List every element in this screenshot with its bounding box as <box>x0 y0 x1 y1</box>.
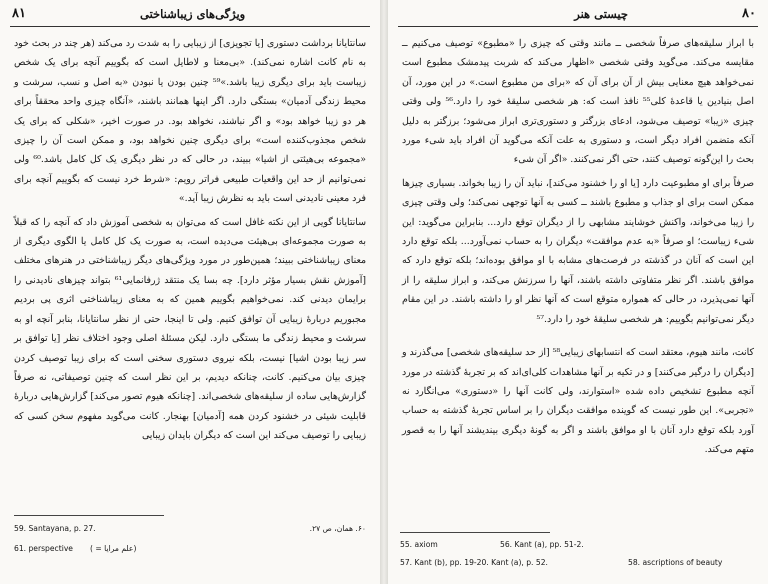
footnote-58: 58. ascriptions of beauty <box>628 558 723 567</box>
left-footnote-rule <box>14 515 164 516</box>
right-page-body <box>402 34 754 460</box>
left-page-number: ۸۱ <box>12 6 26 21</box>
right-running-title: چیستی هنر <box>574 7 628 21</box>
footnote-55: 55. axiom <box>400 540 438 549</box>
left-page <box>0 0 380 584</box>
footnote-60: ۶۰. همان، ص ۲۷. <box>309 524 366 533</box>
right-page-number: ۸۰ <box>742 6 756 21</box>
right-paragraph-1: با ابراز سلیقه‌های صرفاً شخصی ــ مانند وقتی که چیزی را «مطبوع» توصیف می‌کنیم ــ مقایسه می‌کند. می‌گوید وقتی شخصی «اظهار می‌کند که شربت پیدمشک مطبوع است نمی‌خواهد هیچ معنایی بیش از آن برای آن که «برای من مطبوع است.» در این مورد، آن اصل بنیادین یا قاعدهٔ کلی⁵⁵ نافذ است که: هر شخصی سلیقهٔ خود را دارد.⁵⁶ ولی وقتی چیزی «زیبا» توصیف می‌شود، ادعای بزرگتر و دستوری‌تری ابراز می‌شود؛ برزگتر به دلیل آنکه متضمن افراد دیگر است، و دستوری به علت آنکه می‌گوید آن افراد باید شیء مورد بحث را این‌گونه توصیف کنند، حتی اگر نمی‌کنند. «اگر آن شیء <box>402 38 754 166</box>
footnote-61-term: 61. perspective <box>14 544 73 553</box>
footnote-61-note: (علم مرایا = ) <box>90 544 137 553</box>
left-page-header <box>12 6 368 28</box>
left-running-title: ویژگی‌های زیباشناختی <box>140 7 246 21</box>
right-footnote-rule <box>400 532 550 533</box>
footnote-59: 59. Santayana, p. 27. <box>14 524 96 533</box>
right-page-header <box>400 6 756 28</box>
right-paragraph-3: کانت، مانند هیوم، معتقد است که انتسابهای زیبایی⁵⁸ [از حد سلیقه‌های شخصی] می‌گذرند و [دیگران را درگیر می‌کنند] و در تکیه بر آنها مشاهدات کلی‌ای‌اند که بر تجربهٔ گذشته در مورد آنچه مطبوع تشخیص داده شده «استوارند، ولی کانت آنها را «دستوری» می‌انگارد نه «تجربی». این طور نیست که گوینده موافقت دیگران را بر اساس تجربهٔ گذشته به حساب آورد بلکه توقع دارد آنان با او موافق باشند و اگر به گونهٔ دیگری بیندیشند آنها را به قصور متهم می‌کند. <box>402 347 754 456</box>
left-paragraph-2: سانتایانا گویی از این نکته غافل است که می‌توان به شخصی آموزش داد که آنچه را که قبلاً به صورت مجموعه‌ای بی‌هیئت می‌دیده است، به صورت یک کل کامل یا الگوی دیگری از معنای زیباشناختی ببیند؛ همین‌طور در مورد ویژگی‌های دیگر زیباشناختی در هنرهای مختلف [آموزش نقش بسیار مؤثر دارد]. چه بسا یک منتقد ژرفانمایی⁶¹ بتواند چیزهای نادیدنی را برایمان دیدنی کند. نمی‌خواهیم بگوییم همین که به معنای زیباشناختی اثری پی بردیم مجبوریم دربارهٔ زیبایی آن توافق کنیم. ولی تا اینجا، حتی از نظر سانتایانا، بنابر آنچه او به سرشت و محیط زندگی ما بستگی دارد. لیکن مسئلهٔ اصلی وجود اختلاف نظر [یا توافق بر سر زیبا بودن اشیا] نیست، بلکه نیروی دستوری سخنی است که برای زیبا توصیف کردن چیزی بیان می‌کنیم. کانت، چنانکه دیدیم، بر این نظر است که چنین توصیفاتی، نه صرفاً گزارش‌هایی ساده از سلیقه‌های شخصی‌اند. [چنانکه هیوم تصور می‌کند] گزارش‌هایی دربارهٔ قابلیت شیئی در خشنود کردن همه [آدمیان] بهنجار. کانت می‌گوید مفهوم سخن کسی که زیبایی را توصیف می‌کند این است که دیگران بایدان زیبایی <box>14 216 366 442</box>
footnote-57: 57. Kant (b), pp. 19-20. Kant (a), p. 52. <box>400 558 548 567</box>
footnote-56: 56. Kant (a), pp. 51-2. <box>500 540 584 549</box>
book-gutter <box>380 0 388 584</box>
left-page-body <box>14 34 366 446</box>
left-paragraph-1: سانتایانا برداشت دستوری [یا تجویزی] از زیبایی را به شدت رد می‌کند (هر چند در بحث خود به نام کانت اشاره نمی‌کند). «بی‌معنا و لاطایل است که بگوییم آنچه برای یک شخص زیباست باید برای دیگری زیبا باشد.»⁵⁹ چنین بودن یا نبودن «به اصل و نسب، سرشت و محیط زندگی آدمیان» بستگی دارد. اگر اینها همانند باشند، «آنگاه چیزی واحد محققاً برای هر دو زیبا خواهد بود» و اگر نباشند، نخواهد بود. در صورت اخیر، «شکلی که برای یک شخص مجذوب‌کننده است» برای دیگری چنین نخواهد بود، و ممکن است آن را چیزی «مجموعه بی‌هیئتی از اشیا» ببیند، در حالی که در نظر دیگری یک کل کامل باشد.⁶⁰ ولی نمی‌توانیم از حد این واقعیات طبیعی فراتر رویم: «شرط خرد نیست که بگوییم آنچه برای فرد معینی نادیدنی است باید به نظرش زیبا آید.» <box>14 38 366 205</box>
right-header-rule <box>398 26 758 27</box>
right-paragraph-2: صرفاً برای او مطبوعیت دارد [یا او را خشنود می‌کند]، نباید آن را زیبا بخواند. بسیاری چیزها ممکن است برای او جذاب و مطبوع باشند ــ کسی به آنها توجهی نمی‌کند؛ ولی وقتی چیزی را زیبا می‌خواند، واکنش خوشایند مشابهی را از دیگران توقع دارد... بنابراین می‌گوید: این شیء زیباست؛ او صرفاً «به عدم موافقت» دیگران را به حساب نمی‌آورد... بلکه توقع دارد این است که آنان در گذشته در فرصت‌های مشابه با او موافق بوده‌اند؛ بلکه توقع دارد که موافق باشند. اگر نظر متفاوتی داشته باشند، آنها را سرزنش می‌کند، و ابراز سلیقه را از آنها نمی‌پذیرد، در حالی که همواره متوقع است که آنها نظر او را داشته باشند. در این مقام دیگر نمی‌توانیم بگوییم: هر شخصی سلیقهٔ خود را دارد.⁵⁷ <box>402 177 754 325</box>
left-header-rule <box>10 26 370 27</box>
right-page <box>388 0 768 584</box>
